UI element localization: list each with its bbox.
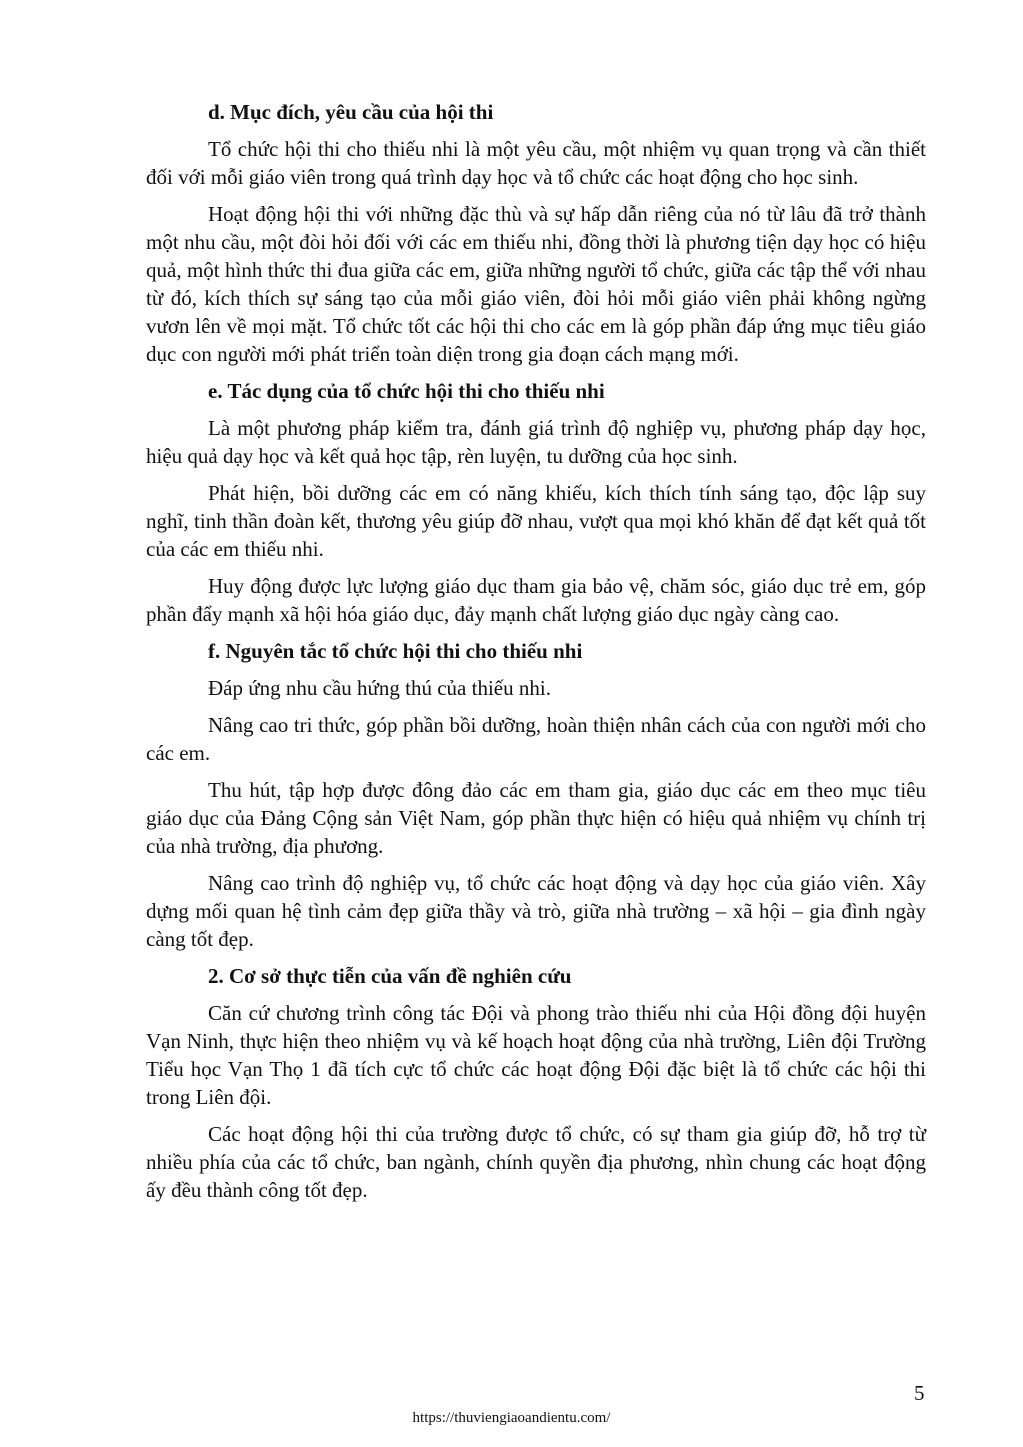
section-heading: d. Mục đích, yêu cầu của hội thi [208,100,494,124]
paragraph: Nâng cao trình độ nghiệp vụ, tổ chức các hoạt động và dạy học của giáo viên. Xây dựng mối quan hệ tình cảm đẹp giữa thầy và trò, giữa nhà trường – xã hội – gia đình ngày càng tốt đẹp. [146,871,926,951]
section-effects [146,377,926,628]
paragraph: Huy động được lực lượng giáo dục tham gia bảo vệ, chăm sóc, giáo dục trẻ em, góp phần đẩy mạnh xã hội hóa giáo dục, đảy mạnh chất lượng giáo dục ngày càng cao. [146,574,926,626]
footer-url[interactable]: https://thuviengiaoandientu.com/ [412,1410,611,1426]
section-heading: 2. Cơ sở thực tiễn của vấn đề nghiên cứu [208,964,572,988]
paragraph: Căn cứ chương trình công tác Đội và phong trào thiếu nhi của Hội đồng đội huyện Vạn Ninh, thực hiện theo nhiệm vụ và kế hoạch hoạt động của nhà trường, Liên đội Trường Tiểu học Vạn Thọ 1 đã tích cực tổ chức các hoạt động Đội đặc biệt là tổ chức các hội thi trong Liên đội. [146,1001,926,1109]
paragraph: Đáp ứng nhu cầu hứng thú của thiếu nhi. [208,676,551,700]
page-body [146,98,926,1213]
section-heading: e. Tác dụng của tổ chức hội thi cho thiếu nhi [208,379,605,403]
paragraph: Tổ chức hội thi cho thiếu nhi là một yêu cầu, một nhiệm vụ quan trọng và cần thiết đối với mỗi giáo viên trong quá trình dạy học và tổ chức các hoạt động cho học sinh. [146,137,926,189]
paragraph: Các hoạt động hội thi của trường được tổ chức, có sự tham gia giúp đỡ, hỗ trợ từ nhiều phía của các tổ chức, ban ngành, chính quyền địa phương, nhìn chung các hoạt động ấy đều thành công tốt đẹp. [146,1122,926,1202]
paragraph: Hoạt động hội thi với những đặc thù và sự hấp dẫn riêng của nó từ lâu đã trở thành một nhu cầu, một đòi hỏi đối với các em thiếu nhi, đồng thời là phương tiện dạy học có hiệu quả, một hình thức thi đua giữa các em, giữa những người tổ chức, giữa các tập thể với nhau từ đó, kích thích sự sáng tạo của mỗi giáo viên, đòi hỏi mỗi giáo viên phải không ngừng vươn lên về mọi mặt. Tổ chức tốt các hội thi cho các em là góp phần đáp ứng mục tiêu giáo dục con người mới phát triển toàn diện trong gia đoạn cách mạng mới. [146,202,926,366]
paragraph: Là một phương pháp kiểm tra, đánh giá trình độ nghiệp vụ, phương pháp dạy học, hiệu quả dạy học và kết quả học tập, rèn luyện, tu dưỡng của học sinh. [146,416,926,468]
page-number: 5 [914,1381,925,1405]
section-principles [146,637,926,953]
section-purpose [146,98,926,368]
paragraph: Nâng cao tri thức, góp phần bồi dưỡng, hoàn thiện nhân cách của con người mới cho các em. [146,713,926,765]
paragraph: Phát hiện, bồi dưỡng các em có năng khiếu, kích thích tính sáng tạo, độc lập suy nghĩ, tinh thần đoàn kết, thương yêu giúp đỡ nhau, vượt qua mọi khó khăn để đạt kết quả tốt của các em thiếu nhi. [146,481,926,561]
paragraph: Thu hút, tập hợp được đông đảo các em tham gia, giáo dục các em theo mục tiêu giáo dục của Đảng Cộng sản Việt Nam, góp phần thực hiện có hiệu quả nhiệm vụ chính trị của nhà trường, địa phương. [146,778,926,858]
section-heading: f. Nguyên tắc tổ chức hội thi cho thiếu nhi [208,639,583,663]
section-practical-basis [146,962,926,1204]
